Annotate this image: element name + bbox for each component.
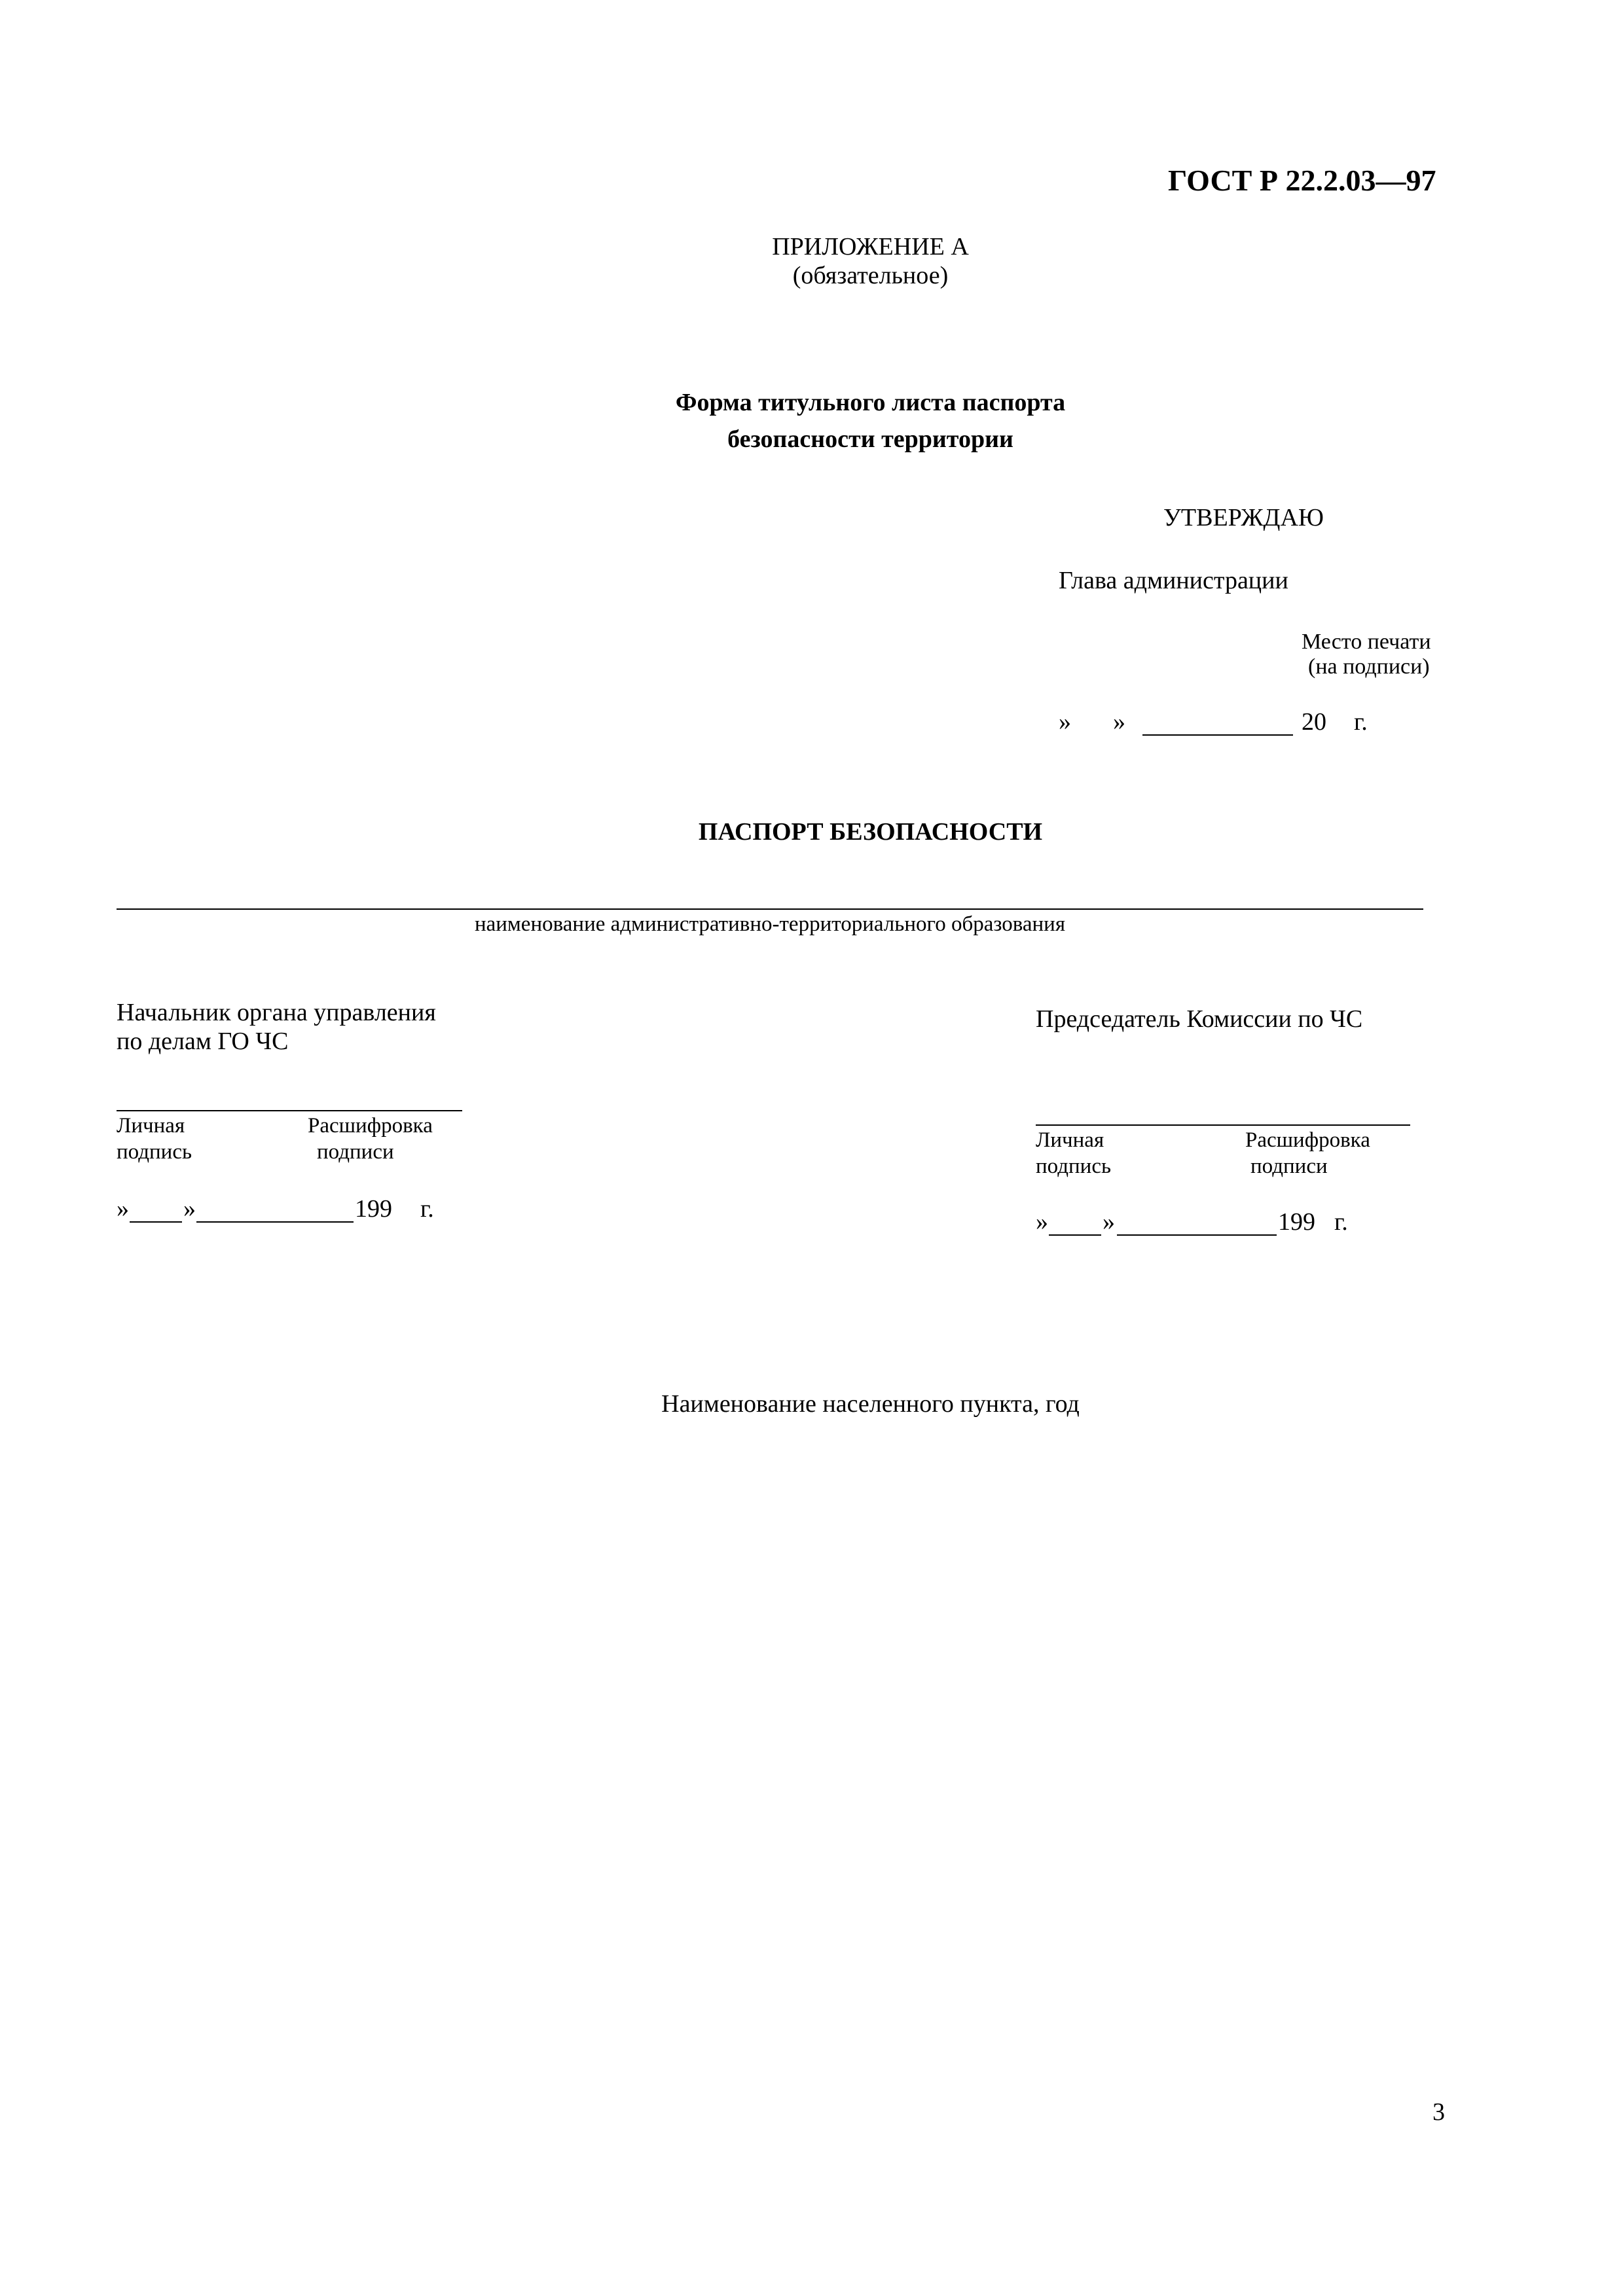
left-signer-role-line1: Начальник органа управления bbox=[117, 999, 436, 1026]
right-date-quote-close: » bbox=[1103, 1208, 1115, 1236]
appendix-title: ПРИЛОЖЕНИЕ А bbox=[772, 233, 969, 260]
left-signature-line bbox=[117, 1110, 462, 1111]
right-date-suffix: г. bbox=[1334, 1208, 1348, 1236]
approval-date-quote-close: » bbox=[1113, 708, 1125, 736]
approval-date-month-line bbox=[1142, 734, 1293, 736]
territory-name-caption: наименование административно-территориального образования bbox=[474, 912, 1066, 936]
left-personal-label1: Личная bbox=[117, 1114, 185, 1138]
right-decode-label1: Расшифровка bbox=[1245, 1128, 1370, 1152]
approval-date-year: 20 bbox=[1302, 708, 1326, 736]
left-date-quote-open: » bbox=[117, 1195, 129, 1223]
right-signer-role: Председатель Комиссии по ЧС bbox=[1036, 1005, 1363, 1033]
approve-label: УТВЕРЖДАЮ bbox=[1163, 504, 1324, 531]
appendix-subtitle: (обязательное) bbox=[792, 262, 949, 289]
left-date-month-line bbox=[196, 1221, 354, 1223]
left-personal-label2: подпись bbox=[117, 1140, 192, 1164]
right-personal-label2: подпись bbox=[1036, 1155, 1112, 1178]
left-decode-label1: Расшифровка bbox=[308, 1114, 433, 1138]
approval-date-suffix: г. bbox=[1354, 708, 1368, 736]
passport-title: ПАСПОРТ БЕЗОПАСНОСТИ bbox=[698, 818, 1043, 846]
standard-code: ГОСТ Р 22.2.03—97 bbox=[1168, 164, 1436, 197]
left-date-year: 199 bbox=[355, 1195, 392, 1223]
right-signature-line bbox=[1036, 1124, 1410, 1126]
place-year-label: Наименование населенного пункта, год bbox=[661, 1390, 1080, 1418]
right-date-quote-open: » bbox=[1036, 1208, 1048, 1236]
right-date-year: 199 bbox=[1278, 1208, 1315, 1236]
seal-note: (на подписи) bbox=[1308, 655, 1430, 679]
seal-place: Место печати bbox=[1302, 630, 1431, 654]
administration-head: Глава администрации bbox=[1059, 567, 1288, 594]
left-signer-role-line2: по делам ГО ЧС bbox=[117, 1028, 289, 1055]
right-decode-label2: подписи bbox=[1250, 1155, 1328, 1178]
territory-name-line bbox=[117, 908, 1423, 910]
left-date-suffix: г. bbox=[420, 1195, 434, 1223]
page-number: 3 bbox=[1432, 2098, 1445, 2126]
right-date-month-line bbox=[1117, 1234, 1277, 1236]
form-title-line2: безопасности территории bbox=[727, 425, 1013, 453]
left-date-quote-close: » bbox=[183, 1195, 196, 1223]
left-decode-label2: подписи bbox=[317, 1140, 394, 1164]
form-title-line1: Форма титульного листа паспорта bbox=[675, 389, 1066, 416]
right-personal-label1: Личная bbox=[1036, 1128, 1104, 1152]
right-date-day-line bbox=[1049, 1234, 1101, 1236]
approval-date-quote-open: » bbox=[1059, 708, 1071, 736]
left-date-day-line bbox=[130, 1221, 182, 1223]
